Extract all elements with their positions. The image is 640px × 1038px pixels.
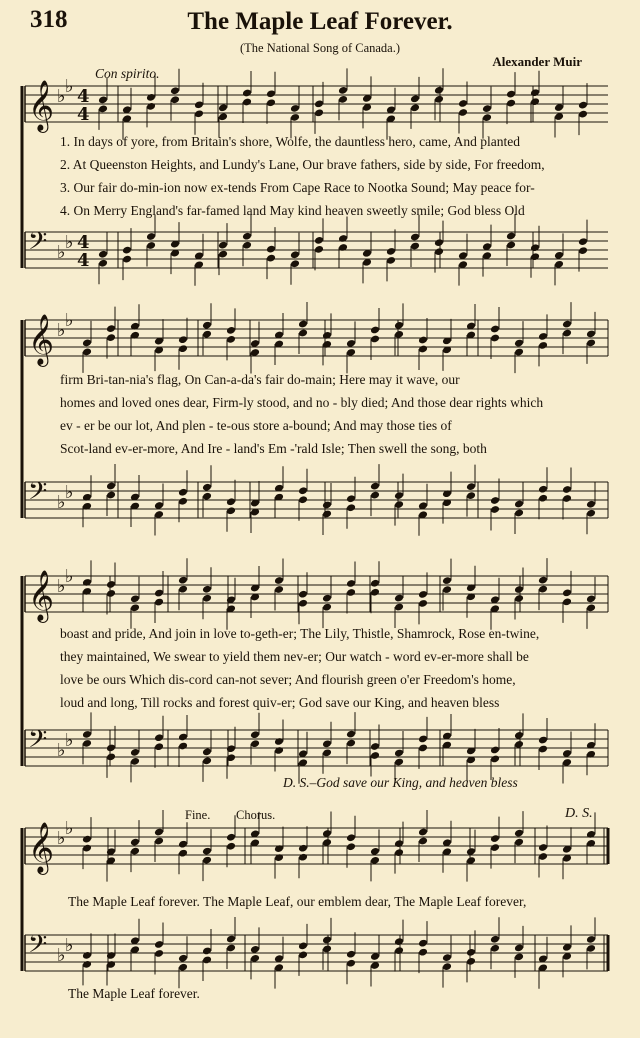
key-signature-flat: ♭ — [57, 320, 66, 341]
bass-lyric-line: The Maple Leaf forever. — [68, 986, 200, 1001]
key-signature-flat: ♭ — [65, 482, 74, 503]
chorus-lyric-line: The Maple Leaf forever. The Maple Leaf, our emblem dear, The Maple Leaf forever, — [68, 894, 527, 909]
lyric-line: 4. On Merry England's far-famed land May kind heaven sweetly smile; God bless Old — [60, 203, 525, 218]
key-signature-flat: ♭ — [57, 242, 66, 263]
ds-marking: D. S. — [565, 806, 593, 821]
key-signature-flat: ♭ — [65, 818, 74, 839]
bass-clef: 𝄢 — [28, 725, 48, 760]
hymn-number: 318 — [30, 6, 68, 33]
fine-marking: Fine. — [185, 808, 211, 822]
key-signature-flat: ♭ — [57, 828, 66, 849]
composer-credit: Alexander Muir — [492, 54, 582, 69]
key-signature-flat: ♭ — [57, 86, 66, 107]
lyric-line: 2. At Queenston Heights, and Lundy's Lane, Our brave fathers, side by side, For freedom, — [60, 157, 545, 172]
lyric-line: boast and pride, And join in love to-geth-er; The Lily, Thistle, Shamrock, Rose en-twine, — [60, 626, 540, 641]
key-signature-flat: ♭ — [65, 566, 74, 587]
key-signature-flat: ♭ — [57, 492, 66, 513]
hymn-subtitle: (The National Song of Canada.) — [239, 41, 401, 55]
time-signature: 4 — [77, 104, 90, 125]
time-signature: 4 — [77, 86, 90, 107]
lyric-line: homes and loved ones dear, Firm-ly stood, and no - bly died; And those dear rights which — [60, 395, 544, 410]
lyric-line: 3. Our fair do-min-ion now ex-tends From Cape Race to Nootka Sound; May peace for- — [60, 180, 535, 195]
time-signature: 4 — [77, 250, 90, 271]
bass-clef: 𝄢 — [28, 930, 48, 965]
lyric-line: Scot-land ev-er-more, And Ire - land's Em -'rald Isle; Then swell the song, both — [60, 441, 487, 456]
lyric-line: ev - er be our lot, And plen - te-ous store a-bound; And may those ties of — [60, 418, 452, 433]
lyric-line: 1. In days of yore, from Britain's shore, Wolfe, the dauntless hero, came, And planted — [60, 134, 520, 149]
treble-clef: 𝄞 — [28, 570, 55, 621]
treble-clef: 𝄞 — [28, 822, 55, 873]
lyric-line: firm Bri-tan-nia's flag, On Can-a-da's fair do-main; Here may it wave, our — [60, 372, 460, 387]
key-signature-flat: ♭ — [57, 945, 66, 966]
key-signature-flat: ♭ — [65, 232, 74, 253]
lyric-line: love be ours Which dis-cord can-not sever; And flourish green o'er Freedom's home, — [60, 672, 516, 687]
treble-clef: 𝄞 — [28, 314, 55, 365]
key-signature-flat: ♭ — [65, 935, 74, 956]
hymn-title: The Maple Leaf Forever. — [187, 8, 453, 35]
key-signature-flat: ♭ — [57, 740, 66, 761]
bass-clef: 𝄢 — [28, 477, 48, 512]
key-signature-flat: ♭ — [65, 730, 74, 751]
time-signature: 4 — [77, 232, 90, 253]
lyric-line: they maintained, We swear to yield them nev-er; Our watch - word ev-er-more shall be — [60, 649, 529, 664]
chorus-marking: Chorus. — [236, 808, 276, 822]
ds-lyric-line: D. S.–God save our King, and heaven bless — [283, 775, 518, 790]
key-signature-flat: ♭ — [65, 310, 74, 331]
key-signature-flat: ♭ — [65, 76, 74, 97]
treble-clef: 𝄞 — [28, 80, 55, 131]
tempo-marking: Con spirito. — [95, 66, 160, 81]
key-signature-flat: ♭ — [57, 576, 66, 597]
bass-clef: 𝄢 — [28, 227, 48, 262]
lyric-line: loud and long, Till rocks and forest quiv-er; God save our King, and heaven bless — [60, 695, 500, 710]
